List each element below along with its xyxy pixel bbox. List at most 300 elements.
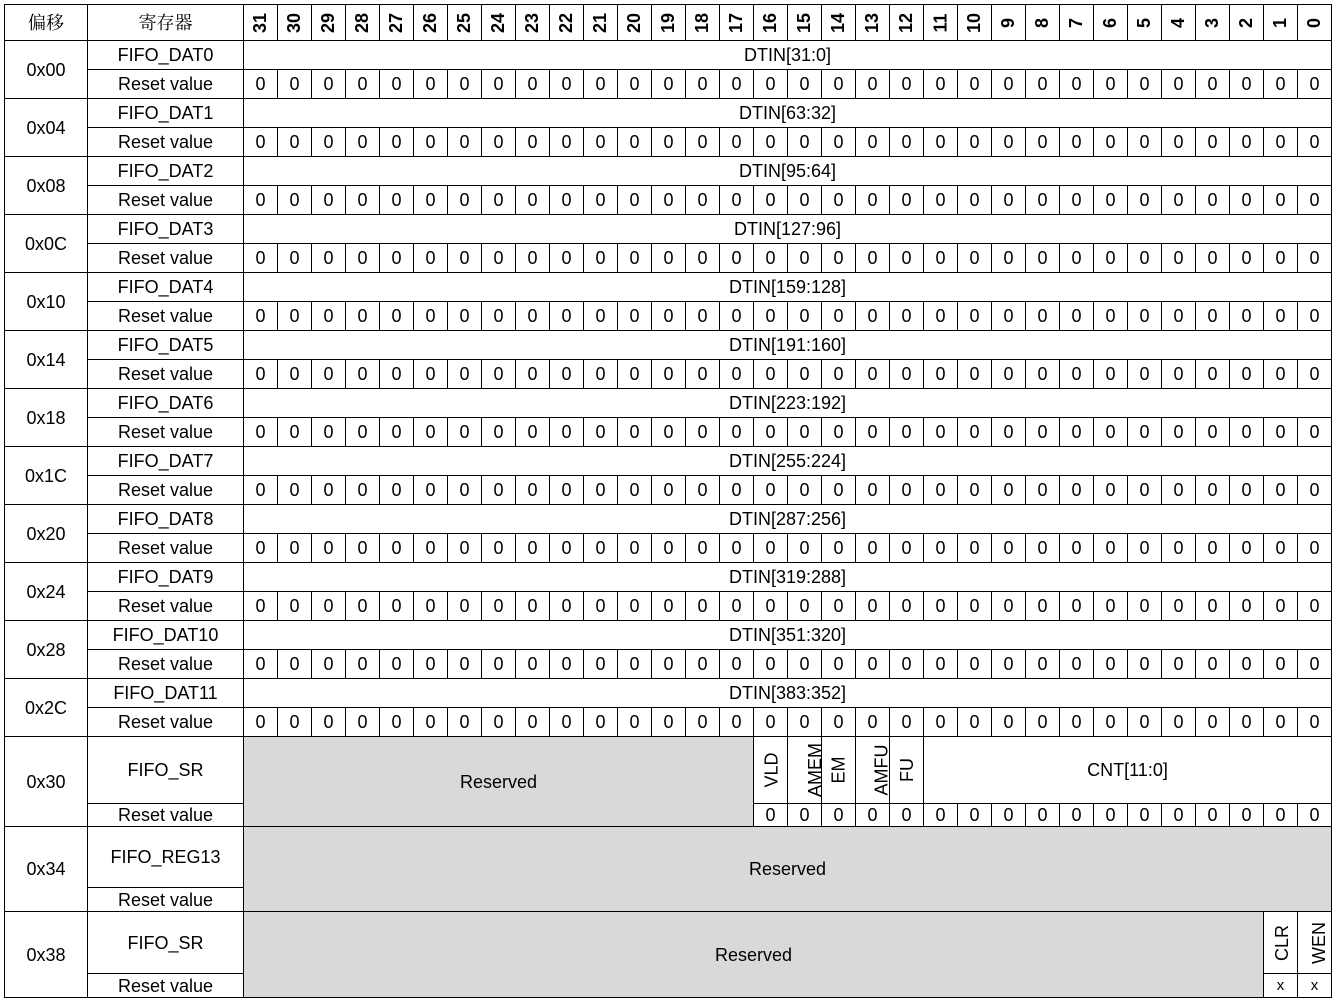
header-bit-number: 14 [828,12,849,33]
reset-bit: 0 [1230,128,1264,157]
reset-bit: 0 [1094,302,1128,331]
header-bit [890,5,924,41]
reset-bit: 0 [414,128,448,157]
reset-label: Reset value [88,244,244,273]
reset-bit: 0 [550,360,584,389]
reset-bit: 0 [1230,476,1264,505]
reset-bit: 0 [686,244,720,273]
reset-label: Reset value [88,70,244,99]
reset-label: Reset value [88,360,244,389]
reset-bit: 0 [958,186,992,215]
reset-bit: 0 [550,186,584,215]
reset-bit: 0 [346,534,380,563]
header-bit-number: 4 [1168,17,1189,28]
reset-bit: 0 [278,244,312,273]
reset-bit: 0 [482,418,516,447]
reset-bit: 0 [1128,186,1162,215]
reset-bit: 0 [244,70,278,99]
reset-bit: 0 [1230,592,1264,621]
register-name: FIFO_DAT9 [88,563,244,592]
header-bit [482,5,516,41]
reset-bit: 0 [890,592,924,621]
reset-bit: 0 [312,592,346,621]
reset-bit: 0 [1196,650,1230,679]
reset-bit: 0 [720,360,754,389]
reset-bit: 0 [1298,708,1332,737]
reset-bit: 0 [516,244,550,273]
reset-bit: 0 [1094,186,1128,215]
reset-bit: 0 [652,476,686,505]
reset-bit: 0 [856,592,890,621]
status-bit-amfu-text: AMFU [871,744,892,796]
reset-bit: 0 [652,650,686,679]
reset-bit: 0 [856,186,890,215]
register-offset: 0x04 [5,99,88,157]
register-offset: 0x28 [5,621,88,679]
reset-bit: 0 [380,186,414,215]
reset-bit: 0 [1196,186,1230,215]
reset-bit: 0 [618,128,652,157]
reset-bit: 0 [1230,186,1264,215]
register-name: FIFO_DAT0 [88,41,244,70]
reset-bit: 0 [958,534,992,563]
reset-bit: 0 [1162,360,1196,389]
reset-bit: 0 [584,128,618,157]
reset-bit: 0 [448,360,482,389]
reset-bit: 0 [1094,476,1128,505]
reset-bit: 0 [1094,804,1128,827]
reset-bit: 0 [856,128,890,157]
reset-label: Reset value [88,974,244,998]
reset-bit: 0 [278,418,312,447]
reset-bit: 0 [958,650,992,679]
reset-bit: 0 [414,476,448,505]
reset-bit: 0 [890,302,924,331]
reset-bit: 0 [754,244,788,273]
reset-bit: 0 [890,186,924,215]
reset-bit: 0 [1196,476,1230,505]
reset-bit: 0 [1162,650,1196,679]
header-bit [1094,5,1128,41]
reset-bit: 0 [720,70,754,99]
reset-bit: 0 [1026,244,1060,273]
reset-bit: 0 [1264,186,1298,215]
reset-bit: 0 [1060,708,1094,737]
reset-bit: 0 [584,708,618,737]
register-offset: 0x14 [5,331,88,389]
reset-bit: 0 [1298,128,1332,157]
reset-bit: 0 [1264,418,1298,447]
reset-bit: 0 [1094,128,1128,157]
register-field: DTIN[191:160] [244,331,1332,360]
header-bit [550,5,584,41]
reset-bit: 0 [346,592,380,621]
header-bit-number: 20 [624,12,645,33]
reset-bit: 0 [482,592,516,621]
reset-bit: 0 [1196,592,1230,621]
header-bit-number: 7 [1066,17,1087,28]
reset-bit: 0 [1060,128,1094,157]
reset-bit: 0 [1026,592,1060,621]
reset-bit: 0 [992,534,1026,563]
reset-bit: 0 [1230,534,1264,563]
reset-bit: 0 [346,302,380,331]
reset-bit: 0 [924,128,958,157]
register-field: DTIN[95:64] [244,157,1332,186]
header-bit-number: 24 [488,12,509,33]
register-name: FIFO_DAT5 [88,331,244,360]
reset-bit: 0 [890,418,924,447]
reset-bit: 0 [618,708,652,737]
reset-bit: 0 [720,128,754,157]
reset-bit: 0 [1264,534,1298,563]
reset-bit: 0 [618,592,652,621]
reserved-field: Reserved [244,912,1264,998]
reset-bit: 0 [1026,128,1060,157]
reset-bit: 0 [380,650,414,679]
reset-bit: 0 [1128,70,1162,99]
reset-bit: 0 [890,70,924,99]
reset-bit: 0 [788,534,822,563]
reset-bit: 0 [1196,804,1230,827]
header-bit-number: 6 [1100,17,1121,28]
status-bit-vld-text: VLD [761,752,782,788]
reset-bit: 0 [652,186,686,215]
header-bit-number: 8 [1032,17,1053,28]
reset-bit: 0 [278,708,312,737]
header-bit-number: 26 [420,12,441,33]
reset-bit: 0 [414,418,448,447]
reset-bit: 0 [244,186,278,215]
reset-bit: 0 [1298,360,1332,389]
header-bit-number: 23 [522,12,543,33]
reset-bit: 0 [924,418,958,447]
reset-bit: 0 [856,476,890,505]
header-bit-number: 29 [318,12,339,33]
reset-bit: 0 [482,244,516,273]
reset-bit: 0 [312,476,346,505]
register-offset: 0x2C [5,679,88,737]
reset-bit: 0 [788,70,822,99]
header-bit-number: 3 [1202,17,1223,28]
reset-bit: 0 [1026,186,1060,215]
reset-bit: 0 [890,534,924,563]
reset-bit: 0 [1162,592,1196,621]
reset-bit: 0 [618,302,652,331]
register-field: DTIN[159:128] [244,273,1332,302]
reset-bit: 0 [1162,128,1196,157]
reset-bit: 0 [1094,244,1128,273]
reset-bit: 0 [924,70,958,99]
reset-bit: 0 [1094,360,1128,389]
reset-bit: 0 [754,534,788,563]
reset-bit: 0 [516,128,550,157]
reset-bit: 0 [890,650,924,679]
reset-bit: 0 [244,128,278,157]
reset-bit: 0 [380,592,414,621]
reset-bit: 0 [278,186,312,215]
reset-bit: 0 [1230,244,1264,273]
reset-bit: 0 [550,534,584,563]
register-offset: 0x00 [5,41,88,99]
header-bit [992,5,1026,41]
reset-bit: 0 [516,360,550,389]
register-offset: 0x20 [5,505,88,563]
reset-label: Reset value [88,650,244,679]
reset-bit: 0 [1026,70,1060,99]
reset-bit: 0 [822,70,856,99]
header-bit-number: 18 [692,12,713,33]
reset-bit: 0 [1196,708,1230,737]
header-bit-number: 27 [386,12,407,33]
reset-bit: 0 [754,418,788,447]
reset-bit: 0 [992,650,1026,679]
register-map-table [4,4,1332,998]
reset-bit: 0 [312,708,346,737]
reset-bit: 0 [1298,302,1332,331]
status-bit-amfu [856,737,890,804]
reset-bit: 0 [618,244,652,273]
reset-bit: 0 [516,650,550,679]
reset-bit: 0 [856,804,890,827]
reset-bit: 0 [686,418,720,447]
reset-bit: 0 [312,302,346,331]
reset-bit: 0 [448,708,482,737]
reset-bit: 0 [1264,70,1298,99]
reset-bit: 0 [312,534,346,563]
reset-bit: 0 [1026,476,1060,505]
reset-bit: 0 [584,592,618,621]
reset-bit: 0 [278,70,312,99]
reset-bit: 0 [516,186,550,215]
status-bit-em-text: EM [828,756,849,784]
reset-bit: 0 [754,360,788,389]
reset-bit: 0 [584,70,618,99]
reset-bit: 0 [992,360,1026,389]
reset-bit: 0 [652,418,686,447]
reset-bit: 0 [924,592,958,621]
reset-bit: 0 [448,418,482,447]
register-field: DTIN[287:256] [244,505,1332,534]
reset-bit: 0 [992,418,1026,447]
reset-bit: 0 [1162,534,1196,563]
reset-bit: 0 [652,128,686,157]
reset-bit: 0 [1026,360,1060,389]
reset-bit: 0 [992,592,1026,621]
reset-bit: 0 [448,476,482,505]
header-bit [584,5,618,41]
reset-bit: 0 [686,302,720,331]
reset-bit: 0 [652,70,686,99]
reset-bit: 0 [720,650,754,679]
register-name: FIFO_DAT1 [88,99,244,128]
reset-label: Reset value [88,476,244,505]
reset-bit: 0 [1264,708,1298,737]
reset-bit: 0 [618,70,652,99]
reset-bit: 0 [1060,476,1094,505]
header-bit [448,5,482,41]
header-bit-number: 11 [930,12,951,33]
reset-bit: 0 [992,70,1026,99]
header-bit [754,5,788,41]
reset-bit: 0 [1298,476,1332,505]
reset-label: Reset value [88,592,244,621]
header-bit [652,5,686,41]
reset-bit: 0 [1060,804,1094,827]
reset-bit: 0 [380,360,414,389]
reset-bit: 0 [1026,302,1060,331]
header-bit [278,5,312,41]
reset-bit: 0 [346,708,380,737]
reset-bit: 0 [1162,302,1196,331]
control-bit-clr-text: CLR [1272,924,1293,961]
reset-bit: 0 [312,244,346,273]
reset-label: Reset value [88,888,244,912]
reset-bit: 0 [890,244,924,273]
header-bit-number: 16 [760,12,781,33]
reset-bit: 0 [686,128,720,157]
reset-bit: 0 [618,418,652,447]
reset-bit: 0 [414,534,448,563]
header-bit [822,5,856,41]
reset-bit: 0 [584,476,618,505]
header-bit [346,5,380,41]
reset-bit: 0 [1128,804,1162,827]
reset-bit: 0 [278,534,312,563]
reset-bit: 0 [1298,186,1332,215]
reset-bit: 0 [856,70,890,99]
reset-bit: 0 [822,708,856,737]
reset-bit: 0 [788,418,822,447]
status-bit-fu-text: FU [896,758,917,782]
reset-bit: 0 [1230,302,1264,331]
header-bit-number: 30 [284,12,305,33]
reset-bit: 0 [278,592,312,621]
reset-bit: 0 [856,650,890,679]
reset-bit: 0 [1264,650,1298,679]
reset-bit: 0 [754,708,788,737]
reset-bit: 0 [482,476,516,505]
header-bit-number: 5 [1134,17,1155,28]
reset-bit: 0 [618,360,652,389]
reset-bit: 0 [448,302,482,331]
reset-bit: 0 [992,128,1026,157]
reset-bit: 0 [788,186,822,215]
reset-bit: 0 [958,128,992,157]
reset-bit: 0 [958,592,992,621]
reset-bit: 0 [822,128,856,157]
reset-bit: 0 [516,592,550,621]
header-bit [244,5,278,41]
reset-bit: 0 [618,476,652,505]
reset-bit: 0 [550,128,584,157]
reset-bit: 0 [1128,128,1162,157]
register-field: DTIN[351:320] [244,621,1332,650]
register-field: DTIN[127:96] [244,215,1332,244]
reset-bit: 0 [414,186,448,215]
reset-bit: 0 [584,244,618,273]
reset-bit: 0 [448,70,482,99]
reset-bit: 0 [278,302,312,331]
register-field: DTIN[255:224] [244,447,1332,476]
reset-bit: 0 [278,476,312,505]
status-bit-em [822,737,856,804]
reset-bit: 0 [958,70,992,99]
reset-bit: 0 [1060,360,1094,389]
reset-bit: 0 [1094,418,1128,447]
reset-bit: 0 [516,708,550,737]
reset-bit: 0 [652,708,686,737]
header-bit [516,5,550,41]
reset-bit: 0 [312,128,346,157]
reset-bit: 0 [754,70,788,99]
reset-bit: 0 [1230,708,1264,737]
reset-bit: 0 [618,186,652,215]
reset-bit: 0 [482,186,516,215]
reset-bit: 0 [312,650,346,679]
reset-bit: 0 [924,650,958,679]
reset-bit: 0 [958,708,992,737]
reset-bit: 0 [414,244,448,273]
reset-bit: 0 [346,650,380,679]
reset-bit: 0 [414,592,448,621]
register-name: FIFO_DAT6 [88,389,244,418]
reset-bit: 0 [890,128,924,157]
reset-bit: 0 [754,476,788,505]
reset-bit: 0 [1230,70,1264,99]
register-offset: 0x24 [5,563,88,621]
reset-bit: 0 [584,534,618,563]
reset-bit: 0 [924,534,958,563]
register-offset: 0x08 [5,157,88,215]
reset-bit: 0 [720,534,754,563]
reset-bit: 0 [482,128,516,157]
reset-bit: 0 [1162,708,1196,737]
reset-bit: 0 [550,592,584,621]
header-bit [1264,5,1298,41]
reset-bit: 0 [720,302,754,331]
header-bit [414,5,448,41]
reset-bit: 0 [1162,186,1196,215]
reset-bit: 0 [516,70,550,99]
reset-bit: 0 [788,592,822,621]
reset-label: Reset value [88,186,244,215]
reset-bit: 0 [1128,418,1162,447]
register-offset: 0x38 [5,912,88,998]
reset-bit: 0 [244,302,278,331]
reset-bit: 0 [1298,418,1332,447]
reset-bit: 0 [550,418,584,447]
reset-bit: 0 [448,128,482,157]
header-bit-number: 31 [250,12,271,33]
reset-bit: 0 [686,650,720,679]
header-bit-number: 22 [556,12,577,33]
reset-bit: 0 [1162,244,1196,273]
status-bit-amem-text: AMEM [805,743,825,797]
header-bit-number: 1 [1270,17,1291,28]
header-bit-number: 17 [726,12,747,33]
reset-bit: 0 [686,70,720,99]
reset-bit: 0 [1298,804,1332,827]
reset-bit: 0 [1060,302,1094,331]
reset-bit: 0 [958,804,992,827]
reset-bit: 0 [822,650,856,679]
reset-bit: 0 [346,476,380,505]
reset-bit: 0 [1060,418,1094,447]
reset-bit: 0 [414,650,448,679]
reserved-field: Reserved [244,737,754,827]
reset-bit: 0 [924,360,958,389]
